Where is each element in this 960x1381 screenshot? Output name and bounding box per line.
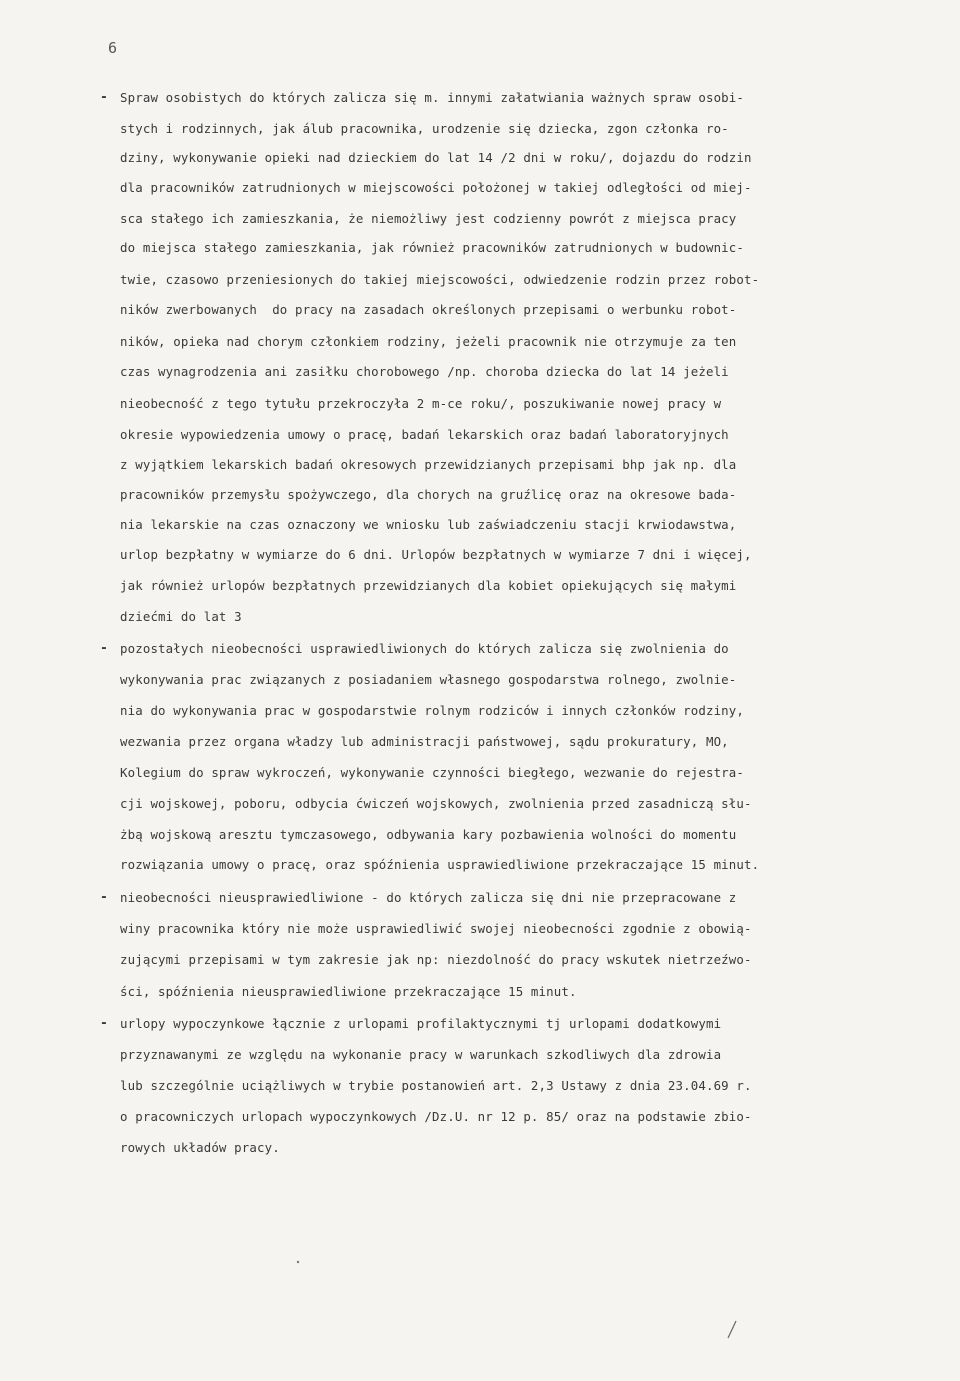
text-line: ści, spóźnienia nieusprawiedliwione przekraczające 15 minut. [120, 984, 577, 999]
text-line: urlopy wypoczynkowe łącznie z urlopami profilaktycznymi tj urlopami dodatkowymi [120, 1016, 722, 1031]
pen-mark-icon [722, 1318, 742, 1342]
text-line: do miejsca stałego zamieszkania, jak również pracowników zatrudnionych w budownic- [120, 240, 745, 255]
text-line: zującymi przepisami w tym zakresie jak np: niezdolność do pracy wskutek nietrzeźwo- [120, 952, 752, 967]
page-number: 6 [108, 39, 118, 57]
text-line: nia lekarskie na czas oznaczony we wniosku lub zaświadczeniu stacji krwiodawstwa, [120, 517, 737, 532]
bullet-dash: - [100, 90, 108, 105]
text-line: o pracowniczych urlopach wypoczynkowych /Dz.U. nr 12 p. 85/ oraz na podstawie zbio- [120, 1109, 752, 1124]
text-line: stych i rodzinnych, jak álub pracownika, urodzenie się dziecka, zgon członka ro- [120, 121, 729, 136]
text-line: cji wojskowej, poboru, odbycia ćwiczeń wojskowych, zwolnienia przed zasadniczą słu- [120, 796, 752, 811]
text-line: pozostałych nieobecności usprawiedliwionych do których zalicza się zwolnienia do [120, 641, 729, 656]
text-line: dla pracowników zatrudnionych w miejscowości położonej w takiej odległości od miej- [120, 180, 752, 195]
text-line: okresie wypowiedzenia umowy o pracę, badań lekarskich oraz badań laboratoryjnych [120, 427, 729, 442]
bullet-dash: - [100, 641, 108, 656]
text-line: żbą wojskową aresztu tymczasowego, odbywania kary pozbawienia wolności do momentu [120, 827, 737, 842]
text-line: czas wynagrodzenia ani zasiłku chorobowego /np. choroba dziecka do lat 14 jeżeli [120, 364, 729, 379]
text-line: nia do wykonywania prac w gospodarstwie rolnym rodziców i innych członków rodziny, [120, 703, 745, 718]
text-line: pracowników przemysłu spożywczego, dla chorych na gruźlicę oraz na okresowe bada- [120, 487, 737, 502]
text-line: z wyjątkiem lekarskich badań okresowych przewidzianych przepisami bhp jak np. dla [120, 457, 737, 472]
text-line: dziny, wykonywanie opieki nad dzieckiem do lat 14 /2 dni w roku/, dojazdu do rodzin [120, 150, 752, 165]
text-line: rowych układów pracy. [120, 1140, 280, 1155]
text-line: ników zwerbowanych do pracy na zasadach określonych przepisami o werbunku robot- [120, 302, 737, 317]
text-line: przyznawanymi ze względu na wykonanie pracy w warunkach szkodliwych dla zdrowia [120, 1047, 722, 1062]
speck-mark-icon [294, 1258, 302, 1266]
text-line: Kolegium do spraw wykroczeń, wykonywanie czynności biegłego, wezwanie do rejestra- [120, 765, 745, 780]
text-line: nieobecność z tego tytułu przekroczyła 2 m-ce roku/, poszukiwanie nowej pracy w [120, 396, 722, 411]
text-line: dziećmi do lat 3 [120, 609, 242, 624]
bullet-dash: - [100, 890, 108, 905]
text-line: lub szczególnie uciążliwych w trybie postanowień art. 2,3 Ustawy z dnia 23.04.69 r. [120, 1078, 752, 1093]
bullet-dash: - [100, 1016, 108, 1031]
text-line: rozwiązania umowy o pracę, oraz spóźnienia usprawiedliwione przekraczające 15 minut. [120, 857, 760, 872]
text-line: ników, opieka nad chorym członkiem rodziny, jeżeli pracownik nie otrzymuje za ten [120, 334, 737, 349]
text-line: sca stałego ich zamieszkania, że niemożliwy jest codzienny powrót z miejsca pracy [120, 211, 737, 226]
text-line: twie, czasowo przeniesionych do takiej miejscowości, odwiedzenie rodzin przez robot- [120, 272, 760, 287]
text-line: wezwania przez organa władzy lub administracji państwowej, sądu prokuratury, MO, [120, 734, 729, 749]
text-line: wykonywania prac związanych z posiadaniem własnego gospodarstwa rolnego, zwolnie- [120, 672, 737, 687]
text-line: jak również urlopów bezpłatnych przewidzianych dla kobiet opiekujących się małymi [120, 578, 737, 593]
text-line: nieobecności nieusprawiedliwione - do których zalicza się dni nie przepracowane z [120, 890, 737, 905]
text-line: Spraw osobistych do których zalicza się m. innymi załatwiania ważnych spraw osobi- [120, 90, 745, 105]
text-line: urlop bezpłatny w wymiarze do 6 dni. Urlopów bezpłatnych w wymiarze 7 dni i więcej, [120, 547, 752, 562]
text-line: winy pracownika który nie może usprawiedliwić swojej nieobecności zgodnie z obowią- [120, 921, 752, 936]
